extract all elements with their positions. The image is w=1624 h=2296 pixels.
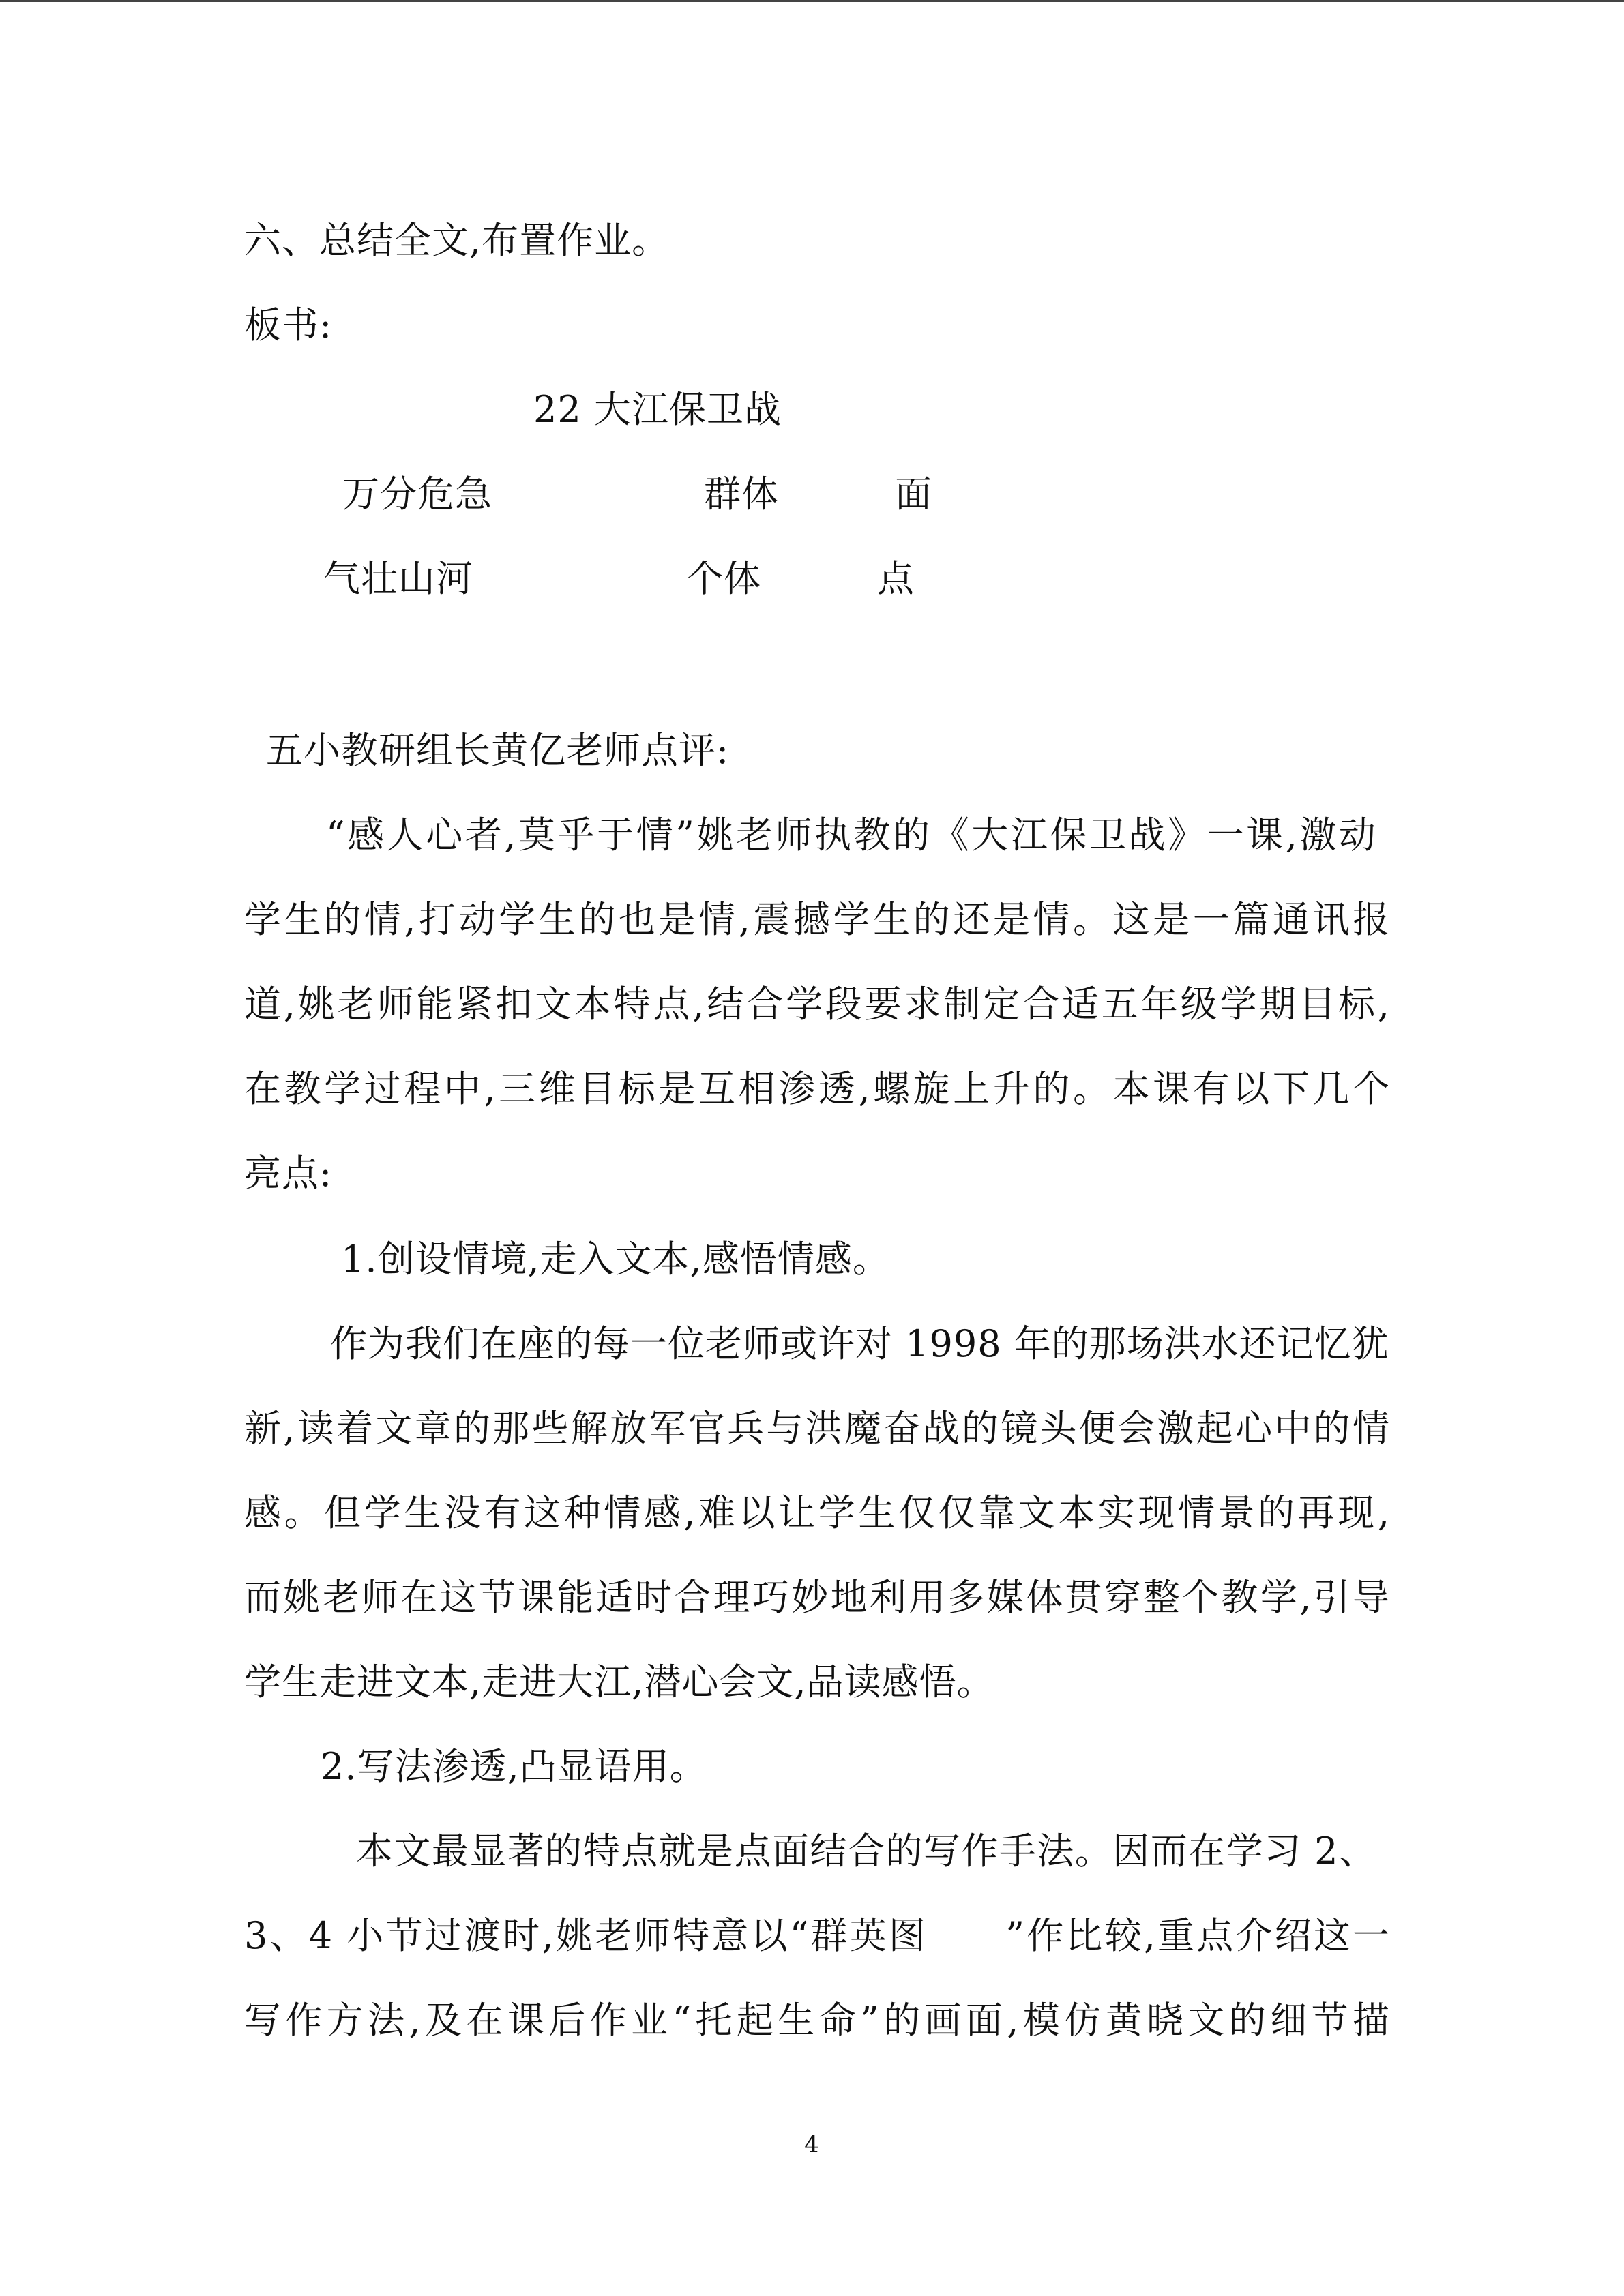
paragraph3-line2: 3、4 小节过渡时,姚老师特意以“群英图 ”作比较,重点介绍这一 — [244, 1914, 1390, 1957]
board-row1-middle: 群体 — [704, 473, 779, 516]
paragraph1-line2: 学生的情,打动学生的也是情,震撼学生的还是情。这是一篇通讯报 — [244, 898, 1390, 941]
paragraph2-line3: 感。但学生没有这种情感,难以让学生仅仅靠文本实现情景的再现, — [244, 1491, 1390, 1534]
board-title: 22 大江保卫战 — [533, 388, 782, 431]
paragraph3-line3: 写作方法,及在课后作业“托起生命”的画面,模仿黄晓文的细节描 — [244, 1999, 1390, 2042]
board-row1-left: 万分危急 — [342, 473, 492, 516]
review-heading: 五小教研组长黄亿老师点评: — [266, 729, 730, 772]
board-row2-right: 点 — [877, 557, 915, 600]
board-row1-right: 面 — [895, 473, 932, 516]
paragraph2-line5: 学生走进文本,走进大江,潜心会文,品读感悟。 — [244, 1660, 994, 1703]
point1-heading: 1.创设情境,走入文本,感悟情感。 — [341, 1238, 890, 1281]
paragraph1-line5: 亮点: — [244, 1152, 333, 1195]
paragraph2-line4: 而姚老师在这节课能适时合理巧妙地利用多媒体贯穿整个教学,引导 — [244, 1576, 1390, 1619]
board-row2-middle: 个体 — [686, 557, 761, 600]
paragraph1-line1: “感人心者,莫乎于情”姚老师执教的《大江保卫战》一课,激动 — [326, 814, 1376, 856]
board-row2-left: 气壮山河 — [323, 557, 473, 600]
paragraph3-line1: 本文最显著的特点就是点面结合的写作手法。因而在学习 2、 — [356, 1830, 1376, 1873]
section-six-heading: 六、总结全文,布置作业。 — [244, 219, 670, 262]
paragraph2-line1: 作为我们在座的每一位老师或许对 1998 年的那场洪水还记忆犹 — [330, 1322, 1389, 1365]
page-number: 4 — [804, 2131, 819, 2158]
paragraph1-line3: 道,姚老师能紧扣文本特点,结合学段要求制定合适五年级学期目标, — [244, 983, 1390, 1026]
page-top-border — [0, 0, 1624, 2]
paragraph2-line2: 新,读着文章的那些解放军官兵与洪魔奋战的镜头便会激起心中的情 — [244, 1407, 1390, 1450]
board-label: 板书: — [244, 303, 333, 346]
paragraph1-line4: 在教学过程中,三维目标是互相渗透,螺旋上升的。本课有以下几个 — [244, 1067, 1390, 1110]
point2-heading: 2.写法渗透,凸显语用。 — [321, 1745, 707, 1788]
